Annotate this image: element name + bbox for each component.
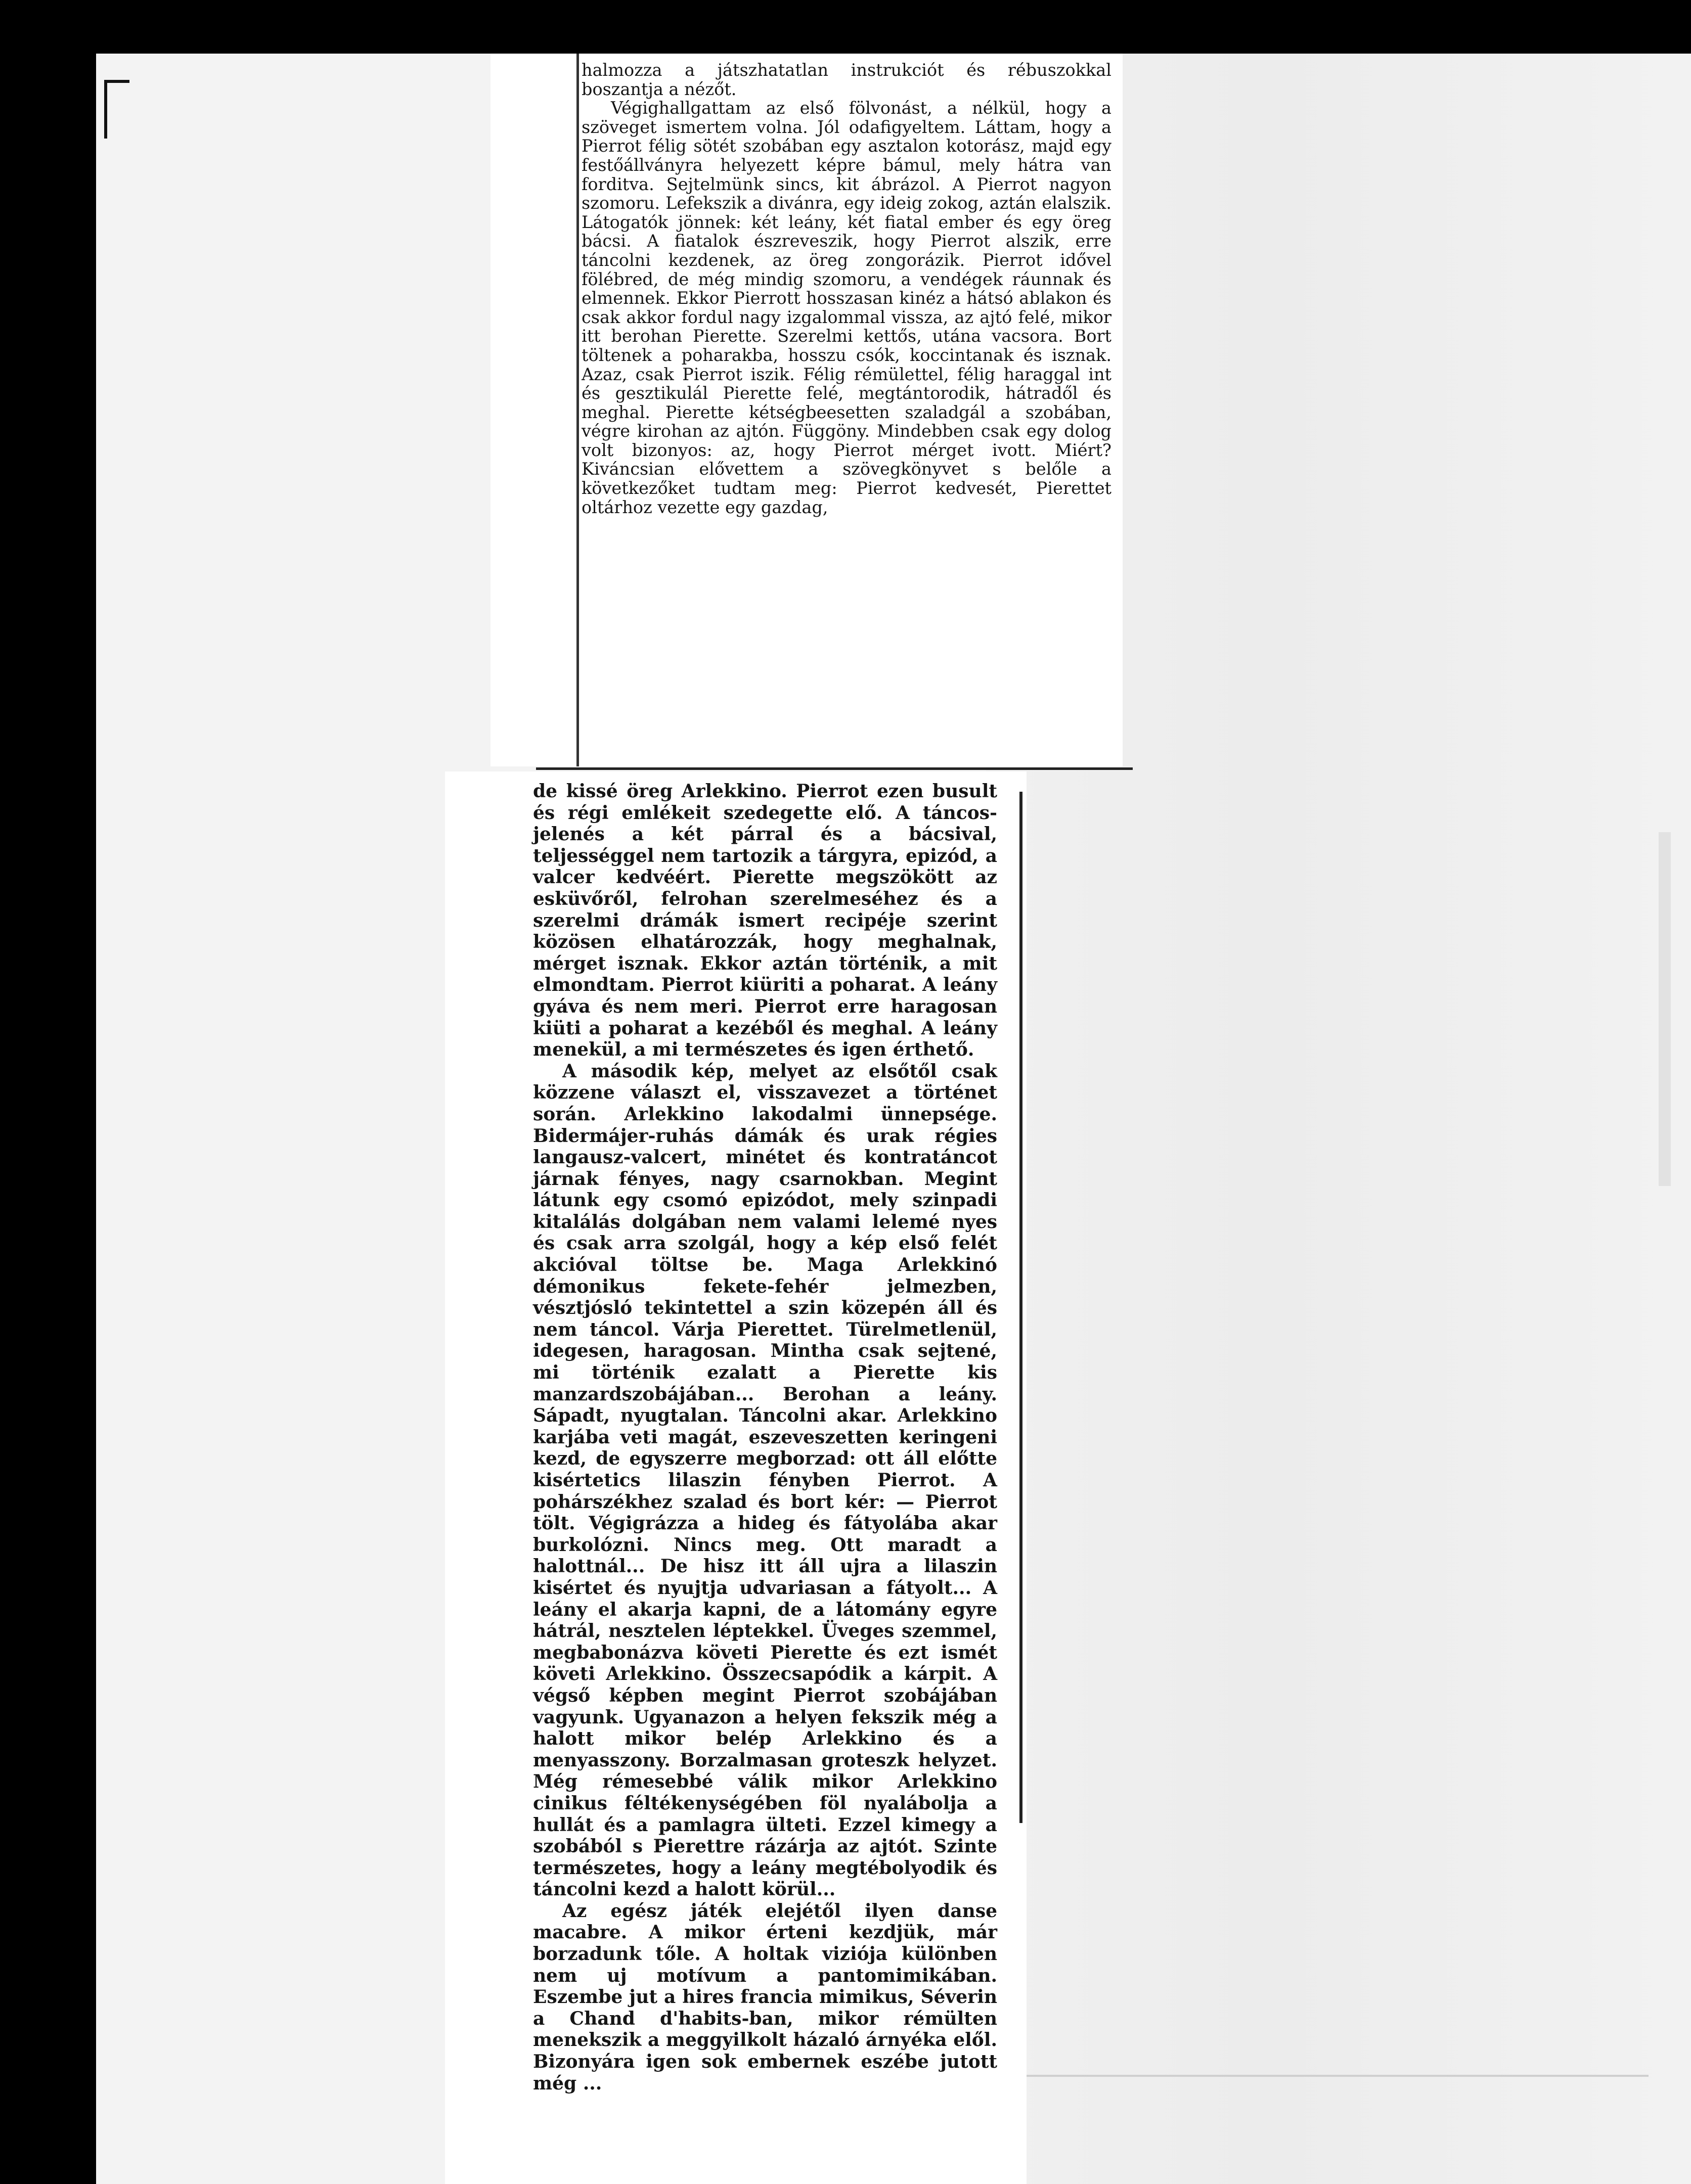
- paragraph-bottom-2: A második kép, melyet az elsőtől csak közzene választ el, visszavezet a történet során. Arlekkino lakodalmi ünnepsége. Bidermájer-ruhás dámák és urak régies langausz-valcert, minétet és kontratáncot járnak fényes, nagy csarnokban. Megint látunk egy csomó epizódot, mely szinpadi kitalálás dolgában nem valami lelemé nyes és csak arra szolgál, hogy a kép első felét akcióval töltse be. Maga Arlekkinó démonikus fekete-fehér jelmezben, vésztjósló tekintettel a szin közepén áll és nem táncol. Várja Pierettet. Türelmetlenül, idegesen, haragosan. Mintha csak sejtené, mi történik ezalatt a Pierette kis manzardszobájában... Berohan a leány. Sápadt, nyugtalan. Táncolni akar. Arlekkino karjába veti magát, eszeveszetten keringeni kezd, de egyszerre megborzad: ott áll előtte kisértetics lilaszin fényben Pierrot. A pohárszékhez szalad és bort kér: — Pierrot tölt. Végigrázza a hideg és fátyolába akar burkolózni. Nincs meg. Ott maradt a halottnál... De hisz itt áll ujra a lilaszin kisértet és nyujtja udvariasan a fátyolt... A leány el akarja kapni, de a látomány egyre hátrál, nesztelen léptekkel. Üveges szemmel, megbabonázva követi Pierette és ezt ismét követi Arlekkino. Összecsapódik a kárpit. A végső képben megint Pierrot szobájában vagyunk. Ugyanazon a helyen fekszik még a halott mikor belép Arlekkino és a menyasszony. Borzalmasan groteszk helyzet. Még rémesebbé válik mikor Arlekkino cinikus féltékenységében föl nyalábolja a hullát és a pamlagra ülteti. Ezzel kimegy a szobából s Pierettre rázárja az ajtót. Szinte természetes, hogy a leány megtébolyodik és táncolni kezd a halott körül...: [533, 1060, 997, 1900]
- newspaper-clipping-bottom: [445, 771, 1027, 2184]
- scan-smudge: [1659, 832, 1671, 1186]
- clipping-right-edge: [1019, 792, 1022, 1823]
- paragraph-bottom-1: de kissé öreg Arlekkino. Pierrot ezen busult és régi emlékeit szedegette elő. A táncos-jelenés a két párral és a bácsival, teljességgel nem tartozik a tárgyra, epizód, a valcer kedvéért. Pierette megszökött az esküvőről, felrohan szerelmeséhez és a szerelmi drámák ismert recipéje szerint közösen elhatározzák, hogy meghalnak, mérget isznak. Ekkor aztán történik, a mit elmondtam. Pierrot kiüriti a poharat. A leány gyáva és nem meri. Pierrot erre haragosan kiüti a poharat a kezéből és meghal. A leány menekül, a mi természetes és igen érthető.: [533, 781, 997, 1061]
- paragraph-top-1: halmozza a játszhatatlan instrukciót és rébuszokkal boszantja a nézőt.: [582, 60, 1111, 99]
- paragraph-bottom-3: Az egész játék elejétől ilyen danse macabre. A mikor érteni kezdjük, már borzadunk tőle. A holtak viziója különben nem uj motívum a pantomimikában. Eszembe jut a hires francia mimikus, Séverin a Chand d'habits-ban, mikor rémülten menekszik a meggyilkolt házaló árnyéka elől. Bizonyára igen sok embernek eszébe jutott még ...: [533, 1900, 997, 2094]
- clipping-cut-line: [536, 767, 1133, 770]
- clipping-edge-shadow: [576, 54, 579, 766]
- scanned-page: [96, 54, 1691, 2184]
- paragraph-top-2: Végighallgattam az első fölvonást, a nélkül, hogy a szöveget ismertem volna. Jól odafigyeltem. Láttam, hogy a Pierrot félig sötét szobában egy asztalon kotorász, majd egy festőállványra helyezett képre bámul, mely hátra van forditva. Sejtelmünk sincs, kit ábrázol. A Pierrot nagyon szomoru. Lefekszik a divánra, egy ideig zokog, aztán elalszik. Látogatók jönnek: két leány, két fiatal ember és egy öreg bácsi. A fiatalok észreveszik, hogy Pierrot alszik, erre táncolni kezdenek, az öreg zongorázik. Pierrot idővel fölébred, de még mindig szomoru, a vendégek ráunnak és elmennek. Ekkor Pierrott hosszasan kinéz a hátsó ablakon és csak akkor fordul nagy izgalommal vissza, az ajtó felé, mikor itt berohan Pierette. Szerelmi kettős, utána vacsora. Bort töltenek a poharakba, hosszu csók, koccintanak és isznak. Azaz, csak Pierrot iszik. Félig rémülettel, félig haraggal int és gesztikulál Pierette felé, megtántorodik, hátradől és meghal. Pierette kétségbeesetten szaladgál a szobában, végre kirohan az ajtón. Függöny. Mindebben csak egy dolog volt bizonyos: az, hogy Pierrot mérget ivott. Miért? Kiváncsian elővettem a szövegkönyvet s belőle a következőket tudtam meg: Pierrot kedvesét, Pierettet oltárhoz vezette egy gazdag,: [582, 98, 1111, 517]
- crop-corner-mark: [104, 80, 129, 139]
- scan-bottom-line: [986, 2075, 1649, 2077]
- newspaper-clipping-top: [491, 54, 1123, 766]
